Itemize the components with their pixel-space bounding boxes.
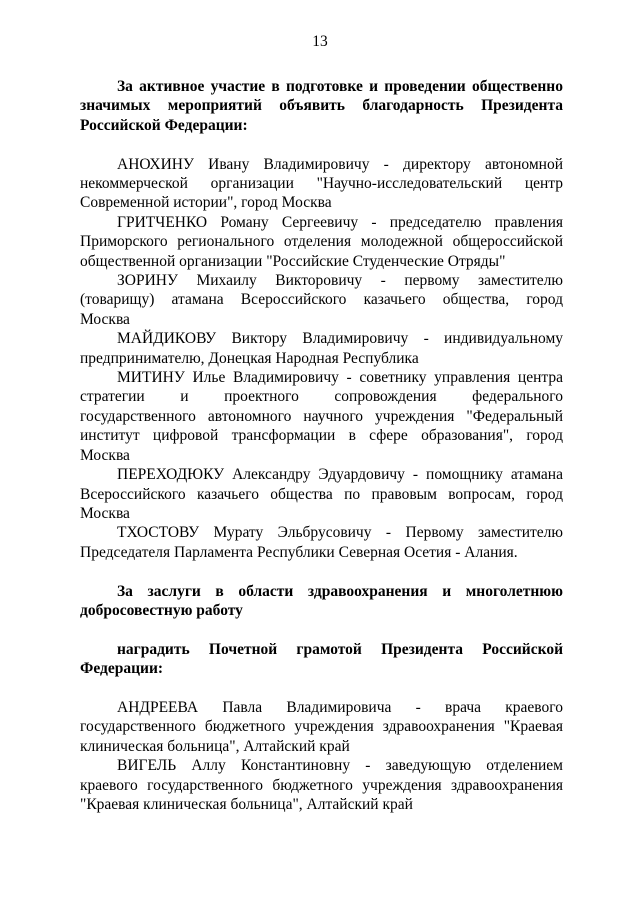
entry-line: МИТИНУ Илье Владимировичу - советнику управления центра (117, 369, 563, 387)
merit-heading (80, 582, 563, 621)
entry-line: Приморского регионального отделения молодежной общероссийской (80, 233, 563, 251)
gratitude-heading (80, 77, 563, 135)
award-entry (80, 698, 563, 756)
heading-line: Федерации: (80, 660, 164, 678)
entry-line: АНОХИНУ Ивану Владимировичу - директору автономной (117, 155, 563, 173)
entry-line: институт цифровой трансформации в сфере образования", город (80, 427, 563, 445)
award-entry (80, 756, 563, 814)
entry-line: (товарищу) атамана Всероссийского казачьего общества, город (80, 291, 563, 309)
entry-line: Председателя Парламента Республики Северная Осетия - Алания. (80, 543, 518, 561)
award-entry (80, 155, 563, 213)
heading-line: значимых мероприятий объявить благодарность Президента (80, 97, 563, 115)
entry-line: общественной организации "Российские Студенческие Отряды" (80, 252, 506, 270)
entry-line: ЗОРИНУ Михаилу Викторовичу - первому заместителю (117, 272, 563, 290)
award-entry (80, 368, 563, 465)
entry-line: предпринимателю, Донецкая Народная Республика (80, 349, 419, 367)
page-number: 13 (312, 33, 328, 50)
heading-line: добросовестную работу (80, 601, 243, 619)
entry-line: АНДРЕЕВА Павла Владимировича - врача краевого (117, 698, 563, 716)
heading-line: наградить Почетной грамотой Президента Российской (117, 640, 563, 658)
entry-line: Москва (80, 310, 130, 328)
entry-line: Современной истории", город Москва (80, 194, 332, 212)
gratitude-list (80, 155, 563, 563)
entry-line: ПЕРЕХОДЮКУ Александру Эдуардовичу - помощнику атамана (117, 466, 563, 484)
award-entry (80, 523, 563, 562)
award-entry (80, 213, 563, 271)
heading-line: За заслуги в области здравоохранения и многолетнюю (117, 582, 563, 600)
heading-line: Российской Федерации: (80, 116, 248, 134)
certificate-list (80, 698, 563, 814)
entry-line: Всероссийского казачьего общества по правовым вопросам, город (80, 485, 563, 503)
entry-line: ВИГЕЛЬ Аллу Константиновну - заведующую отделением (117, 757, 563, 775)
award-entry (80, 271, 563, 329)
entry-line: ТХОСТОВУ Мурату Эльбрусовичу - Первому заместителю (117, 524, 563, 542)
entry-line: стратегии и проектного сопровождения федерального (80, 388, 563, 406)
award-entry (80, 329, 563, 368)
entry-line: некоммерческой организации "Научно-исследовательский центр (80, 175, 563, 193)
entry-line: краевого государственного бюджетного учреждения здравоохранения (80, 776, 563, 794)
entry-line: Москва (80, 446, 130, 464)
entry-line: "Краевая клиническая больница", Алтайский край (80, 795, 413, 813)
award-entry (80, 465, 563, 523)
entry-line: клиническая больница", Алтайский край (80, 737, 350, 755)
entry-line: государственного бюджетного учреждения здравоохранения "Краевая (80, 718, 563, 736)
entry-line: Москва (80, 504, 130, 522)
entry-line: ГРИТЧЕНКО Роману Сергеевичу - председателю правления (117, 213, 563, 231)
award-heading (80, 640, 563, 679)
heading-line: За активное участие в подготовке и проведении общественно (117, 78, 563, 95)
entry-line: государственного автономного научного учреждения "Федеральный (80, 407, 563, 425)
document-body (80, 77, 563, 814)
entry-line: МАЙДИКОВУ Виктору Владимировичу - индивидуальному (117, 330, 563, 348)
